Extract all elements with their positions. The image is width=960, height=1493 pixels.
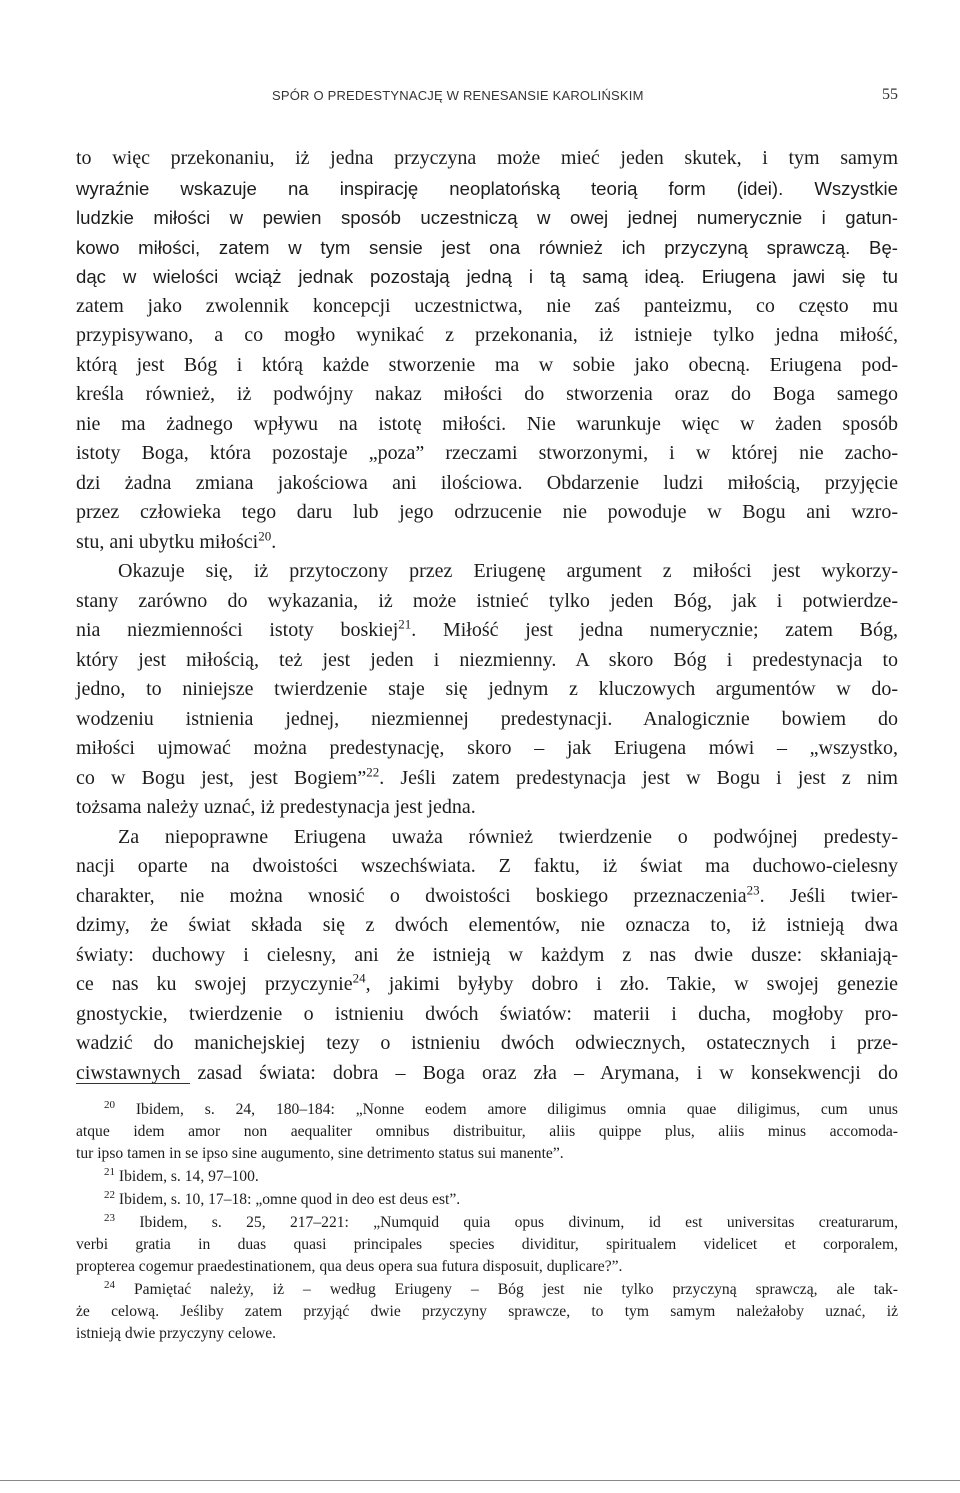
- text-line: [76, 1000, 898, 1030]
- text-line: [76, 675, 898, 705]
- line-text-after: . Jeśli zatem predestynacja jest w Bogu i jest z nim: [379, 766, 898, 789]
- footnote-text: że celową. Jeśliby zatem przyjąć dwie przyczyny sprawcze, to tym samym należałoby uznać, iż: [76, 1303, 898, 1320]
- line-text: kowo miłości, zatem w tym sensie jest ona również ich przyczyną sprawczą. Bę-: [76, 236, 898, 258]
- line-text: wodzeniu istnienia jednej, niezmiennej predestynacji. Analogicznie bowiem do: [76, 707, 898, 730]
- footnote-ref: 24: [352, 970, 366, 986]
- text-line: [76, 1059, 898, 1089]
- line-text: ciwstawnych zasad świata: dobra – Boga oraz zła – Arymana, i w konsekwencji do: [76, 1061, 898, 1084]
- footnote-line: [76, 1121, 898, 1143]
- text-line: [76, 587, 898, 617]
- text-line: [76, 174, 898, 204]
- text-line: [76, 144, 898, 174]
- footnote-ref: 20: [258, 527, 272, 543]
- footnote-text: Ibidem, s. 10, 17–18: „omne quod in deo est deus est”.: [115, 1191, 461, 1208]
- footnote-text: atque idem amor non aequaliter omnibus distribuitur, aliis quippe plus, aliis minus accomoda-: [76, 1123, 898, 1140]
- line-text: Okazuje się, iż przytoczony przez Eriugenę argument z miłości jest wykorzy-: [118, 560, 898, 582]
- line-text: istoty Boga, która pozostaje „poza” rzeczami stworzonymi, i w której nie zacho-: [76, 442, 898, 464]
- text-line: [76, 203, 898, 233]
- footnote-line: [76, 1301, 898, 1323]
- text-line: [76, 351, 898, 381]
- footnote-separator: [76, 1083, 190, 1084]
- text-line: [76, 528, 898, 558]
- line-text-after: . Miłość jest jedna numerycznie; zatem Bóg,: [411, 619, 898, 641]
- line-text: co w Bogu jest, jest Bogiem”: [76, 766, 367, 789]
- line-text: nie ma żadnego wpływu na istotę miłości. Nie warunkuje więc w żaden sposób: [76, 412, 898, 435]
- text-line: [76, 705, 898, 735]
- footnote-line: [76, 1323, 898, 1345]
- footnote-line: [76, 1279, 898, 1301]
- footnote-number: 23: [104, 1211, 115, 1224]
- text-line: [76, 911, 898, 941]
- text-line: [76, 646, 898, 676]
- page-number: 55: [882, 86, 898, 103]
- text-line: [76, 498, 898, 528]
- text-line: [76, 439, 898, 469]
- line-text: Za niepoprawne Eriugena uważa również twierdzenie o podwójnej predesty-: [118, 825, 898, 848]
- scan-edge-line: [0, 1480, 960, 1481]
- text-line: [76, 233, 898, 263]
- line-text: wadzić do manichejskiej tezy o istnieniu dwóch odwiecznych, ostatecznych i prze-: [76, 1032, 898, 1054]
- text-line: [76, 734, 898, 764]
- footnote-number: 24: [104, 1278, 115, 1291]
- footnote-line: [76, 1234, 898, 1256]
- footnote-text: Ibidem, s. 25, 217–221: „Numquid quia opus divinum, id est universitas creaturarum,: [115, 1214, 898, 1231]
- line-text-after: . Jeśli twier-: [759, 884, 898, 907]
- running-header: [76, 86, 898, 110]
- text-line: [76, 262, 898, 292]
- footnote-line: [76, 1212, 898, 1234]
- main-text: [76, 144, 898, 1088]
- text-line: [76, 882, 898, 912]
- line-text: zatem jako zwolennik koncepcji uczestnictwa, nie zaś panteizmu, co często mu: [76, 294, 898, 317]
- line-text: przez człowieka tego daru lub jego odrzucenie nie powoduje w Bogu ani wzro-: [76, 501, 898, 523]
- footnote-line: [76, 1143, 898, 1165]
- footnote-number: 21: [104, 1165, 115, 1178]
- line-text: stany zarówno do wykazania, iż może istnieć tylko jeden Bóg, jak i potwierdze-: [76, 589, 898, 612]
- line-text: wyraźnie wskazuje na inspirację neoplatońską teorią form (idei). Wszystkie: [76, 177, 898, 199]
- line-text: tożsama należy uznać, iż predestynacja jest jedna.: [76, 796, 476, 818]
- line-text: charakter, nie można wnosić o dwoistości boskiego przeznaczenia: [76, 884, 747, 907]
- text-line: [76, 557, 898, 587]
- running-head-title: SPÓR O PREDESTYNACJĘ W RENESANSIE KAROLIŃSKIM: [272, 88, 644, 103]
- line-text-after: .: [271, 530, 277, 553]
- text-line: [76, 852, 898, 882]
- line-text: nia niezmienności istoty boskiej: [76, 619, 399, 641]
- footnote-number: 22: [104, 1188, 115, 1201]
- footnote-ref: 22: [366, 763, 380, 779]
- text-line: [76, 616, 898, 646]
- line-text: to więc przekonaniu, iż jedna przyczyna może mieć jeden skutek, i tym samym: [76, 147, 898, 169]
- text-line: [76, 1029, 898, 1059]
- line-text: miłości ujmować można predestynację, skoro – jak Eriugena mówi – „wszystko,: [76, 737, 898, 759]
- footnote-text: Ibidem, s. 14, 97–100.: [115, 1168, 259, 1185]
- footnote-line: [76, 1166, 898, 1188]
- footnote-line: [76, 1256, 898, 1278]
- line-text: ludzkie miłości w pewien sposób uczestniczą w owej jednej numerycznie i gatun-: [76, 207, 898, 228]
- text-line: [76, 469, 898, 499]
- line-text: dąc w wielości wciąż jednak pozostają jedną i tą samą ideą. Eriugena jawi się tu: [76, 266, 898, 287]
- footnote-text: Ibidem, s. 24, 180–184: „Nonne eodem amore diligimus omnia quae diligimus, cum unus: [115, 1101, 898, 1118]
- footnote-number: 20: [104, 1098, 115, 1111]
- text-line: [76, 941, 898, 971]
- footnote-text: istnieją dwie przyczyny celowe.: [76, 1325, 277, 1342]
- line-text: jedno, to niniejsze twierdzenie staje się jednym z kluczowych argumentów w do-: [76, 678, 898, 700]
- line-text: stu, ani ubytku miłości: [76, 530, 259, 553]
- footnote-text: verbi gratia in duas quasi principales species dividitur, spiritualem videlicet et corporalem,: [76, 1236, 898, 1253]
- footnote-text: tur ipso tamen in se ipso sine augumento, sine detrimento status sui manente”.: [76, 1145, 564, 1162]
- text-line: [76, 970, 898, 1000]
- footnote-ref: 21: [398, 616, 412, 632]
- line-text: nacji oparte na dwoistości wszechświata. Z faktu, iż świat ma duchowo-cielesny: [76, 855, 898, 877]
- line-text: ce nas ku swojej przyczynie: [76, 973, 353, 995]
- line-text: światy: duchowy i cielesny, ani że istnieją w każdym z nas dwie dusze: skłaniają-: [76, 943, 898, 966]
- text-line: [76, 380, 898, 410]
- line-text: przypisywano, a co mogło wynikać z przekonania, iż istnieje tylko jedna miłość,: [76, 324, 898, 346]
- line-text: dzi żadna zmiana jakościowa ani ilościowa. Obdarzenie ludzi miłością, przyjęcie: [76, 471, 898, 494]
- footnote-text: Pamiętać należy, iż – według Eriugeny – Bóg jest nie tylko przyczyną sprawczą, ale tak-: [115, 1281, 898, 1298]
- footnote-line: [76, 1099, 898, 1121]
- line-text: którą jest Bóg i którą każde stworzenie ma w sobie jako obecną. Eriugena pod-: [76, 353, 898, 376]
- text-line: [76, 823, 898, 853]
- footnote-text: propterea cogemur praedestinationem, qua deus opera sua futura disposuit, duplicare?”.: [76, 1258, 623, 1275]
- text-line: [76, 321, 898, 351]
- line-text-after: , jakimi byłyby dobro i zło. Takie, w swojej genezie: [365, 973, 899, 995]
- footnote-line: [76, 1189, 898, 1211]
- line-text: gnostyckie, twierdzenie o istnieniu dwóch światów: materii i ducha, mogłoby pro-: [76, 1002, 898, 1025]
- line-text: kreśla również, iż podwójny nakaz miłości do stworzenia oraz do Boga samego: [76, 383, 898, 405]
- footnote-ref: 23: [746, 881, 760, 897]
- line-text: który jest miłością, też jest jeden i niezmienny. A skoro Bóg i predestynacja to: [76, 648, 898, 671]
- text-line: [76, 793, 898, 823]
- line-text: dzimy, że świat składa się z dwóch elementów, nie oznacza to, iż istnieją dwa: [76, 914, 898, 936]
- footnotes: [76, 1099, 898, 1345]
- text-line: [76, 292, 898, 322]
- text-line: [76, 764, 898, 794]
- text-line: [76, 410, 898, 440]
